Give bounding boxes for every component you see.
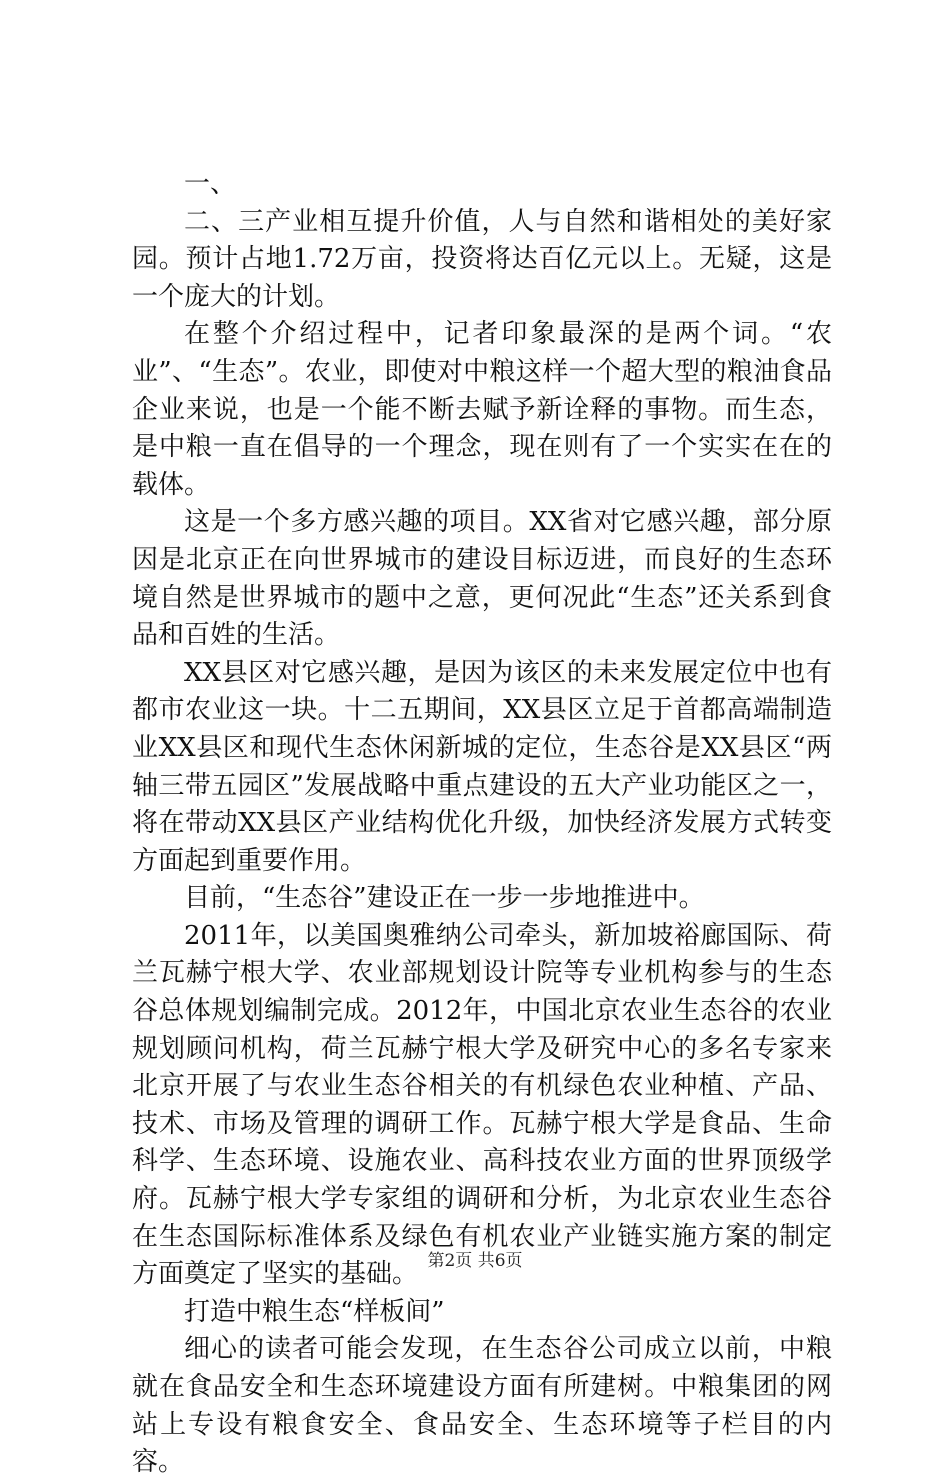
paragraph-1: 一、: [184, 169, 237, 199]
section-heading: 打造中粮生态“样板间”: [184, 1296, 445, 1327]
paragraph-3: 在整个介绍过程中，记者印象最深的是两个词。“农业”、“生态”。农业，即使对中粮这样一个超大型的粮油食品企业来说，也是一个能不断去赋予新诠释的事物。而生态，是中粮一直在倡导的一个理念，现在则有了一个实实在在的载体。: [132, 319, 832, 500]
paragraph-5: XX县区对它感兴趣，是因为该区的未来发展定位中也有都市农业这一块。十二五期间，XX县区立足于首都高端制造业XX县区和现代生态休闲新城的定位，生态谷是XX县区“两轴三带五园区”发展战略中重点建设的五大产业功能区之一，将在带动XX县区产业结构优化升级，加快经济发展方式转变方面起到重要作用。: [132, 657, 832, 876]
paragraph-7: 2011年，以美国奥雅纳公司牵头，新加坡裕廊国际、荷兰瓦赫宁根大学、农业部规划设计院等专业机构参与的生态谷总体规划编制完成。2012年，中国北京农业生态谷的农业规划顾问机构，荷兰瓦赫宁根大学及研究中心的多名专家来北京开展了与农业生态谷相关的有机绿色农业种植、产品、技术、市场及管理的调研工作。瓦赫宁根大学是食品、生命科学、生态环境、设施农业、高科技农业方面的世界顶级学府。瓦赫宁根大学专家组的调研和分析，为北京农业生态谷在生态国际标准体系及绿色有机农业产业链实施方案的制定方面奠定了坚实的基础。: [132, 920, 832, 1290]
paragraph-8: 细心的读者可能会发现，在生态谷公司成立以前，中粮就在食品安全和生态环境建设方面有所建树。中粮集团的网站上专设有粮食安全、食品安全、生态环境等子栏目的内容。: [132, 1334, 832, 1478]
document-body: [132, 166, 832, 1482]
paragraph-2: 二、三产业相互提升价值，人与自然和谐相处的美好家园。预计占地1.72万亩，投资将达百亿元以上。无疑，这是一个庞大的计划。: [132, 206, 832, 312]
page-number-footer: 第2页 共6页: [427, 1251, 523, 1271]
paragraph-4: 这是一个多方感兴趣的项目。XX省对它感兴趣，部分原因是北京正在向世界城市的建设目标迈进，而良好的生态环境自然是世界城市的题中之意，更何况此“生态”还关系到食品和百姓的生活。: [132, 507, 832, 651]
paragraph-6: 目前，“生态谷”建设正在一步一步地推进中。: [184, 883, 705, 914]
